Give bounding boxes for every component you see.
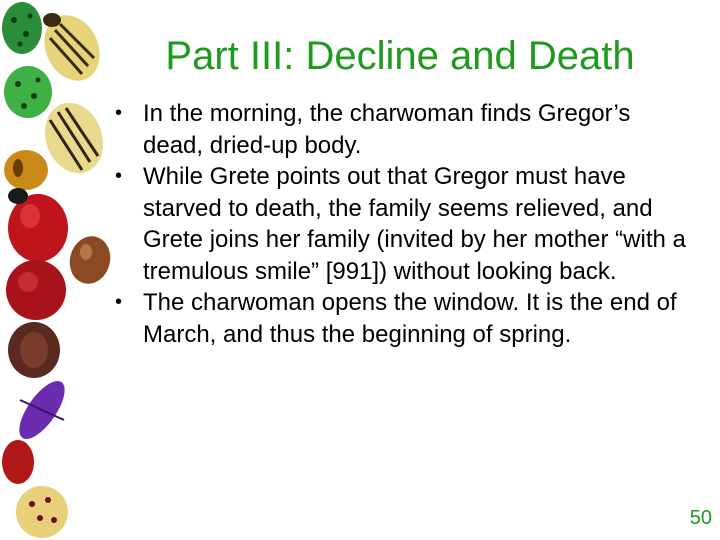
bullet-dot-icon: • — [115, 165, 123, 187]
beetle-icon — [2, 440, 34, 484]
bullet-dot-icon: • — [115, 291, 123, 313]
beetle-icon — [4, 66, 52, 118]
beetle-icon — [2, 2, 42, 54]
beetle-illustration-strip — [0, 0, 130, 540]
bullet-item — [112, 287, 692, 350]
slide-title: Part III: Decline and Death — [165, 34, 635, 78]
beetle-icon — [4, 150, 48, 190]
bullet-text: While Grete points out that Gregor must have starved to death, the family seems relieved, and Grete joins her family (invited by her mother “with a tremulous smile” [991]) without looking back. — [143, 163, 686, 285]
beetle-icon — [6, 260, 66, 320]
beetle-icon — [8, 322, 60, 378]
beetle-icon — [64, 232, 115, 289]
bullet-list — [112, 98, 692, 350]
bullet-item — [112, 161, 692, 287]
bullet-dot-icon: • — [115, 102, 123, 124]
bullet-item — [112, 98, 692, 161]
beetle-icon — [16, 486, 68, 538]
beetle-icon — [11, 374, 73, 446]
bullet-text: The charwoman opens the window. It is the end of March, and thus the beginning of spring. — [143, 289, 677, 348]
page-number: 50 — [689, 507, 712, 529]
beetle-icon — [8, 188, 68, 262]
bullet-text: In the morning, the charwoman finds Gregor’s dead, dried-up body. — [143, 100, 631, 159]
